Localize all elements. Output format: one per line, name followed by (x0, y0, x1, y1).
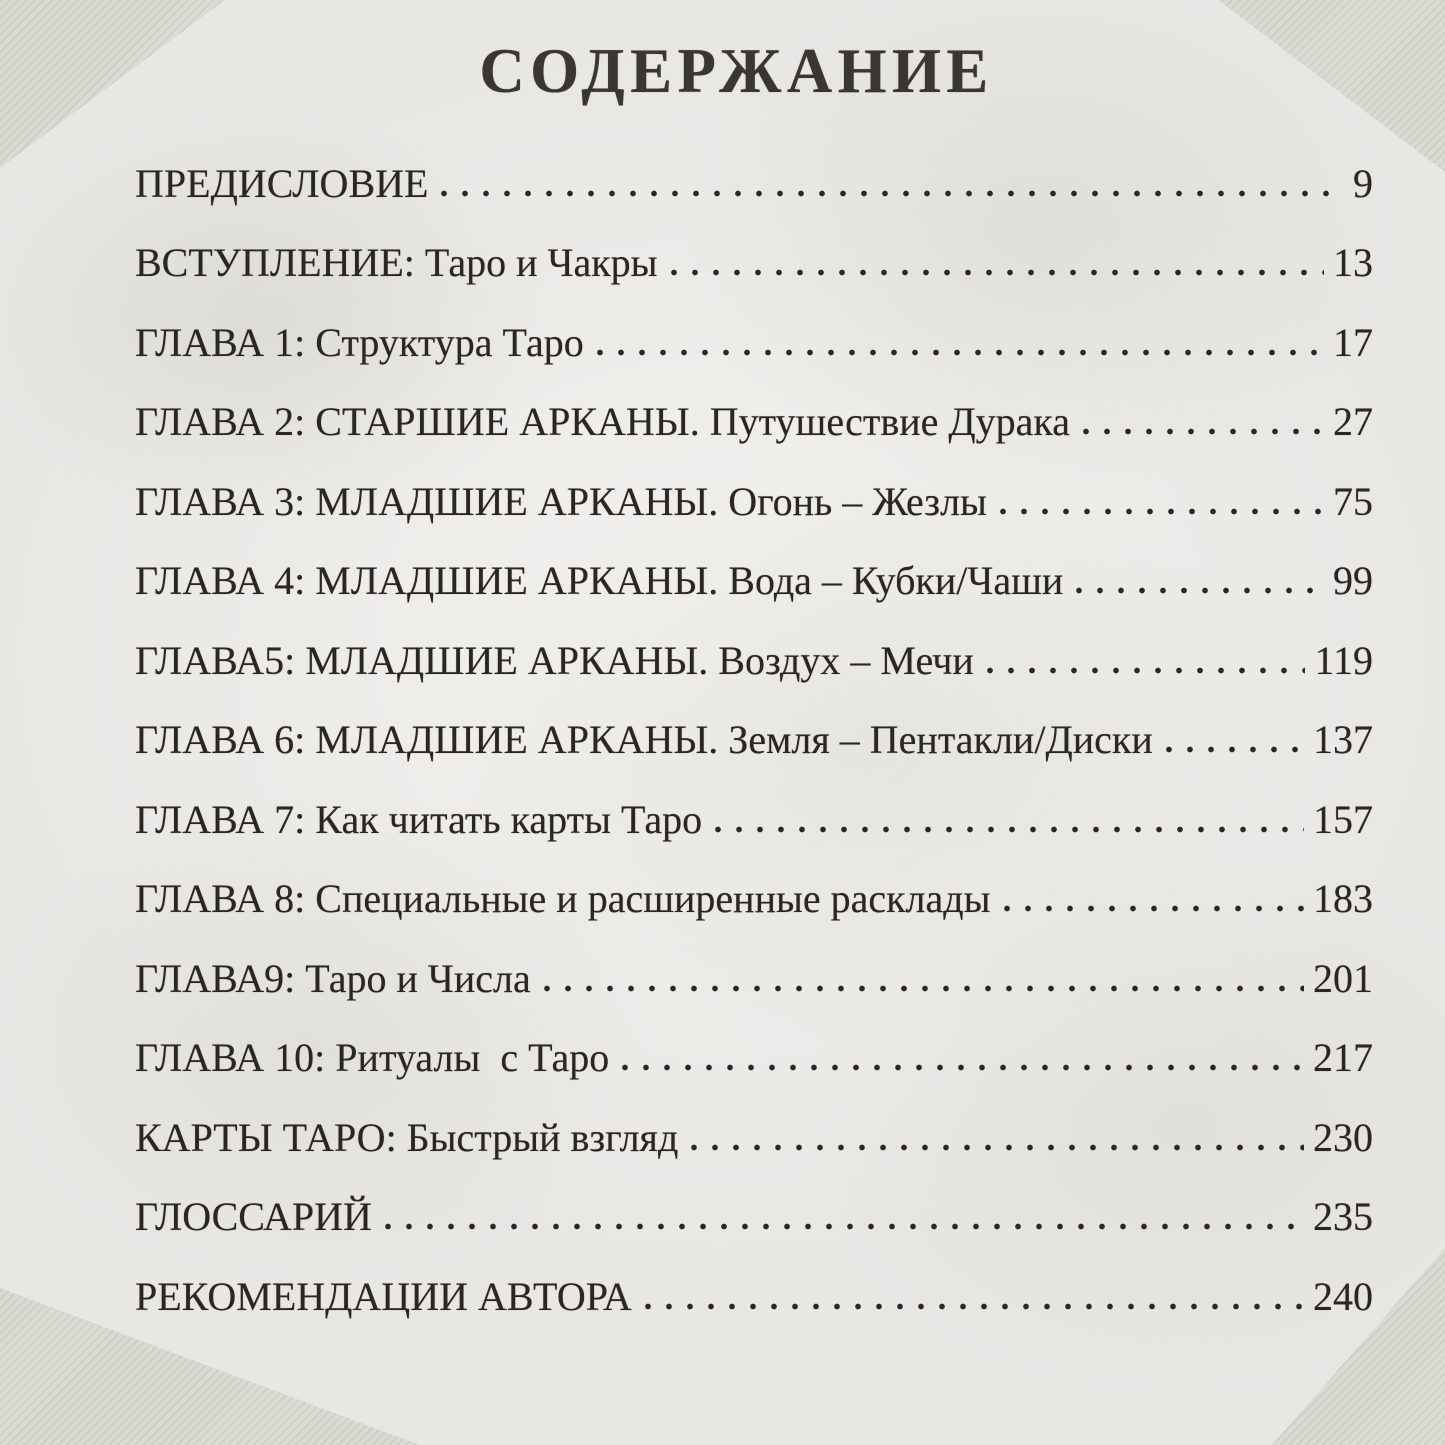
toc-entry-label: ГЛАВА5: МЛАДШИЕ АРКАНЫ. Воздух – Мечи (135, 637, 974, 683)
dot-leader (1165, 746, 1304, 753)
dot-leader (440, 190, 1344, 197)
toc-entry (135, 876, 1373, 922)
dot-leader (644, 1303, 1304, 1310)
dot-leader (384, 1223, 1304, 1230)
toc-list (135, 161, 1373, 1320)
toc-entry (135, 479, 1373, 525)
toc-entry (135, 1194, 1373, 1240)
toc-entry-label: РЕКОМЕНДАЦИИ АВТОРА (135, 1273, 632, 1319)
toc-entry-page-number: 27 (1333, 399, 1373, 445)
toc-entry-label: ГЛАВА 2: СТАРШИЕ АРКАНЫ. Путушествие Дурака (135, 399, 1070, 445)
toc-entry (135, 1274, 1373, 1320)
toc-entry-page-number: 201 (1313, 955, 1373, 1001)
dot-leader (1003, 905, 1305, 912)
toc-entry-label: ВСТУПЛЕНИЕ: Таро и Чакры (135, 240, 658, 286)
toc-entry-page-number: 230 (1313, 1114, 1373, 1160)
toc-entry-label: ГЛАВА 10: Ритуалы с Таро (135, 1035, 610, 1081)
toc-entry (135, 956, 1373, 1002)
toc-entry (135, 240, 1373, 286)
toc-entry-page-number: 235 (1313, 1194, 1373, 1240)
dot-leader (1082, 428, 1324, 435)
toc-entry-label: ПРЕДИСЛОВИЕ (135, 160, 429, 206)
toc-entry (135, 558, 1373, 604)
toc-entry-page-number: 240 (1313, 1273, 1373, 1319)
dot-leader (1075, 587, 1324, 594)
toc-entry-label: ГЛАВА 8: Специальные и расширенные расклады (135, 876, 991, 922)
toc-entry-label: ГЛАВА9: Таро и Числа (135, 955, 531, 1001)
toc-entry-page-number: 157 (1313, 796, 1373, 842)
dot-leader (670, 269, 1324, 276)
toc-entry-page-number: 9 (1353, 160, 1373, 206)
dot-leader (596, 349, 1324, 356)
toc-entry-page-number: 217 (1313, 1035, 1373, 1081)
toc-entry-label: ГЛОССАРИЙ (135, 1194, 372, 1240)
toc-entry-label: ГЛАВА 3: МЛАДШИЕ АРКАНЫ. Огонь – Жезлы (135, 478, 987, 524)
toc-entry-page-number: 99 (1333, 558, 1373, 604)
toc-entry (135, 797, 1373, 843)
toc-entry (135, 161, 1373, 207)
dot-leader (690, 1144, 1304, 1151)
toc-entry-page-number: 137 (1313, 717, 1373, 763)
toc-entry-label: ГЛАВА 1: Структура Таро (135, 319, 584, 365)
toc-entry-page-number: 119 (1314, 637, 1373, 683)
page-title: СОДЕРЖАНИЕ (479, 36, 994, 106)
toc-entry (135, 320, 1373, 366)
toc-entry-label: КАРТЫ ТАРО: Быстрый взгляд (135, 1114, 679, 1160)
toc-entry-label: ГЛАВА 7: Как читать карты Таро (135, 796, 703, 842)
toc-entry (135, 638, 1373, 684)
dot-leader (621, 1064, 1304, 1071)
toc-entry-label: ГЛАВА 6: МЛАДШИЕ АРКАНЫ. Земля – Пентакли/Диски (135, 717, 1153, 763)
dot-leader (986, 667, 1306, 674)
toc-entry (135, 1035, 1373, 1081)
toc-entry (135, 1115, 1373, 1161)
dot-leader (999, 508, 1324, 515)
toc-entry-page-number: 13 (1333, 240, 1373, 286)
toc-entry-page-number: 75 (1333, 478, 1373, 524)
toc-entry-label: ГЛАВА 4: МЛАДШИЕ АРКАНЫ. Вода – Кубки/Чаши (135, 558, 1064, 604)
toc-entry-page-number: 17 (1333, 319, 1373, 365)
dot-leader (714, 826, 1304, 833)
toc-entry-page-number: 183 (1313, 876, 1373, 922)
toc-entry (135, 717, 1373, 763)
toc-entry (135, 399, 1373, 445)
dot-leader (543, 985, 1304, 992)
